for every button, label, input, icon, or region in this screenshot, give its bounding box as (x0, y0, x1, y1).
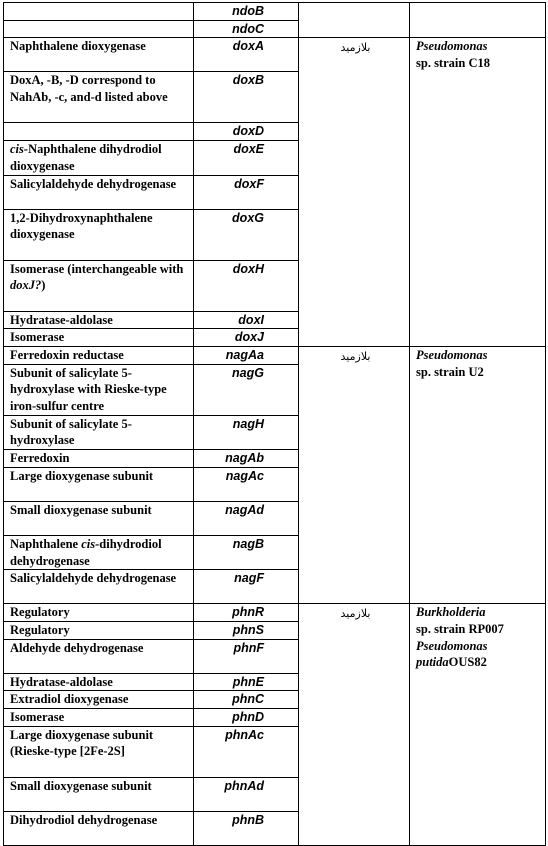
gene-cell: phnB (194, 811, 299, 845)
enzyme-cell: DoxA, -B, -D correspond to NahAb, -c, and-d listed above (4, 72, 194, 123)
organism-genus: Pseudomonas (416, 39, 488, 54)
gene-cell: ndoC (194, 20, 299, 38)
gene-cell: phnAd (194, 777, 299, 811)
enzyme-cell: Hydratase-aldolase (4, 673, 194, 691)
enzyme-cell: Ferredoxin (4, 450, 194, 468)
organism-strain: sp. strain U2 (416, 364, 484, 379)
gene-cell: doxG (194, 209, 299, 260)
gene-cell: ndoB (194, 3, 299, 21)
enzyme-cell: Large dioxygenase subunit (Rieske-type [2Fe-2S] (4, 726, 194, 777)
enzyme-cell: Ferredoxin reductase (4, 346, 194, 364)
enzyme-cell: 1,2-Dihydroxynaphthalene dioxygenase (4, 209, 194, 260)
enzyme-tail: dihydrodiol dehydrogenase (10, 536, 162, 568)
enzyme-cell: Subunit of salicylate 5-hydroxylase with Rieske-type iron-sulfur centre (4, 364, 194, 415)
gene-cell: doxF (194, 175, 299, 209)
gene-cell: phnS (194, 621, 299, 639)
organism-cell (410, 38, 546, 347)
gene-cell: doxH (194, 260, 299, 311)
enzyme-cell: Naphthalene dioxygenase (4, 38, 194, 72)
enzyme-cell: Salicylaldehyde dehydrogenase (4, 570, 194, 604)
gene-cell: doxI (194, 311, 299, 329)
gene-cell: nagAc (194, 467, 299, 501)
enzyme-name: Naphthalene dihydrodiol dioxygenase (10, 142, 162, 173)
enzyme-cell (4, 535, 194, 569)
organism-genus: Burkholderia (416, 605, 486, 620)
gene-cell: phnD (194, 709, 299, 727)
enzyme-cell: Isomerase (4, 329, 194, 347)
gene-cell: phnE (194, 673, 299, 691)
organism2-species: Pseudomonas putida (416, 638, 488, 670)
enzyme-cell: Large dioxygenase subunit (4, 467, 194, 501)
gene-cell: phnF (194, 639, 299, 673)
enzyme-name: Isomerase (interchangeable with (10, 261, 184, 276)
gene-cell: nagG (194, 364, 299, 415)
plasmid-cell (299, 3, 410, 38)
enzyme-gene-ref: doxJ? (10, 278, 42, 293)
organism-cell (410, 346, 546, 603)
enzyme-cell: Regulatory (4, 604, 194, 622)
organism-genus: Pseudomonas (416, 347, 488, 362)
gene-cell: phnC (194, 691, 299, 709)
table-row (4, 3, 546, 21)
gene-cell: phnR (194, 604, 299, 622)
gene-cell: nagF (194, 570, 299, 604)
enzyme-cell: Small dioxygenase subunit (4, 501, 194, 535)
table-row (4, 38, 546, 72)
gene-cell: doxB (194, 72, 299, 123)
enzyme-cell: Hydratase-aldolase (4, 311, 194, 329)
enzyme-cell: Extradiol dioxygenase (4, 691, 194, 709)
gene-cell: doxJ (194, 329, 299, 347)
enzyme-tail: ) (41, 278, 46, 293)
enzyme-cell: Regulatory (4, 621, 194, 639)
gene-cell: nagAa (194, 346, 299, 364)
enzyme-name: Naphthalene (10, 536, 79, 551)
enzyme-cell (4, 3, 194, 21)
enzyme-cell: Dihydrodiol dehydrogenase (4, 811, 194, 845)
enzyme-cell: Aldehyde dehydrogenase (4, 639, 194, 673)
gene-cell: phnAc (194, 726, 299, 777)
enzyme-cell: Salicylaldehyde dehydrogenase (4, 175, 194, 209)
enzyme-cell (4, 20, 194, 38)
plasmid-cell: بلازميد (299, 346, 410, 603)
enzyme-cell: Isomerase (4, 709, 194, 727)
organism2-strain: OUS82 (448, 655, 487, 670)
gene-cell: nagAd (194, 501, 299, 535)
enzyme-prefix: cis- (10, 142, 29, 157)
gene-cell: nagAb (194, 450, 299, 468)
gene-cell: doxA (194, 38, 299, 72)
gene-cell: doxD (194, 123, 299, 141)
enzyme-cell (4, 260, 194, 311)
enzyme-prefix: cis- (81, 536, 100, 551)
organism-strain: sp. strain C18 (416, 56, 490, 71)
gene-table (3, 2, 546, 846)
organism-strain: sp. strain RP007 (416, 621, 504, 636)
gene-cell: doxE (194, 141, 299, 175)
enzyme-cell: Small dioxygenase subunit (4, 777, 194, 811)
gene-cell: nagH (194, 415, 299, 449)
organism-cell (410, 3, 546, 38)
enzyme-cell: Subunit of salicylate 5-hydroxylase (4, 415, 194, 449)
table-row (4, 604, 546, 622)
table-row (4, 346, 546, 364)
enzyme-cell (4, 123, 194, 141)
plasmid-cell: بلازميد (299, 38, 410, 347)
enzyme-cell (4, 141, 194, 175)
organism-cell (410, 604, 546, 846)
plasmid-cell: بلازميد (299, 604, 410, 846)
gene-cell: nagB (194, 535, 299, 569)
